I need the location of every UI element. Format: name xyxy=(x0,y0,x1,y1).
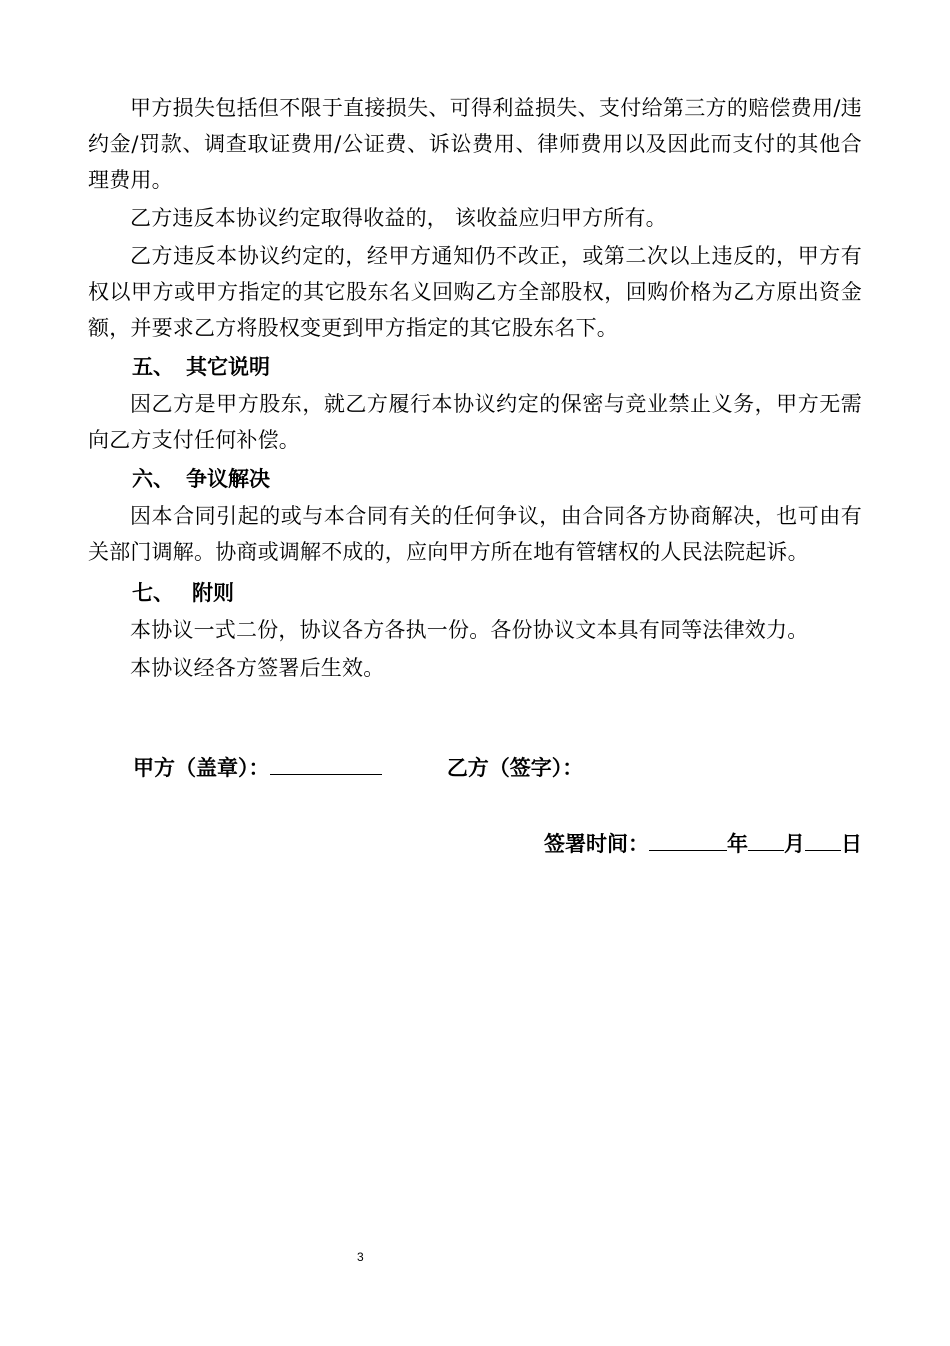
party-a-signature-line[interactable] xyxy=(270,752,382,775)
paragraph-no-compensation: 因乙方是甲方股东，就乙方履行本协议约定的保密与竞业禁止义务，甲方无需向乙方支付任何补偿。 xyxy=(88,392,862,452)
month-blank[interactable] xyxy=(748,828,784,851)
section-number: 六、 xyxy=(132,467,174,491)
paragraph-dispute-resolution: 因本合同引起的或与本合同有关的任何争议，由合同各方协商解决，也可由有关部门调解。协商或调解不成的，应向甲方所在地有管辖权的人民法院起诉。 xyxy=(88,504,862,564)
page-number: 3 xyxy=(357,1250,364,1264)
section-heading-supplementary xyxy=(88,574,862,612)
party-b-label: 乙方（签字）： xyxy=(446,756,584,780)
signing-date-label: 签署时间： xyxy=(544,832,649,856)
paragraph-income-belongs: 乙方违反本协议约定取得收益的， 该收益应归甲方所有。 xyxy=(130,206,667,230)
year-label: 年 xyxy=(727,832,748,856)
section-title: 其它说明 xyxy=(186,355,270,379)
day-label: 日 xyxy=(841,832,862,856)
signature-row xyxy=(133,750,833,786)
section-number: 五、 xyxy=(132,355,174,379)
month-label: 月 xyxy=(784,832,805,856)
paragraph-copies: 本协议一式二份，协议各方各执一份。各份协议文本具有同等法律效力。 xyxy=(130,618,809,642)
section-title: 争议解决 xyxy=(186,467,270,491)
document-body xyxy=(88,90,862,688)
paragraph-buyback: 乙方违反本协议约定的，经甲方通知仍不改正，或第二次以上违反的，甲方有权以甲方或甲方指定的其它股东名义回购乙方全部股权，回购价格为乙方原出资金额，并要求乙方将股权变更到甲方指定的其它股东名下。 xyxy=(88,244,862,340)
section-heading-other xyxy=(88,348,862,386)
paragraph-effective: 本协议经各方签署后生效。 xyxy=(130,656,385,680)
section-title: 附则 xyxy=(192,581,234,605)
paragraph-loss-scope: 甲方损失包括但不限于直接损失、可得利益损失、支付给第三方的赔偿费用/违约金/罚款、调查取证费用/公证费、诉讼费用、律师费用以及因此而支付的其他合理费用。 xyxy=(88,96,862,192)
signing-date-row xyxy=(544,826,862,862)
section-heading-dispute xyxy=(88,460,862,498)
year-blank[interactable] xyxy=(649,828,727,851)
day-blank[interactable] xyxy=(805,828,841,851)
section-number: 七、 xyxy=(132,581,174,605)
party-a-label: 甲方（盖章）： xyxy=(133,756,270,780)
